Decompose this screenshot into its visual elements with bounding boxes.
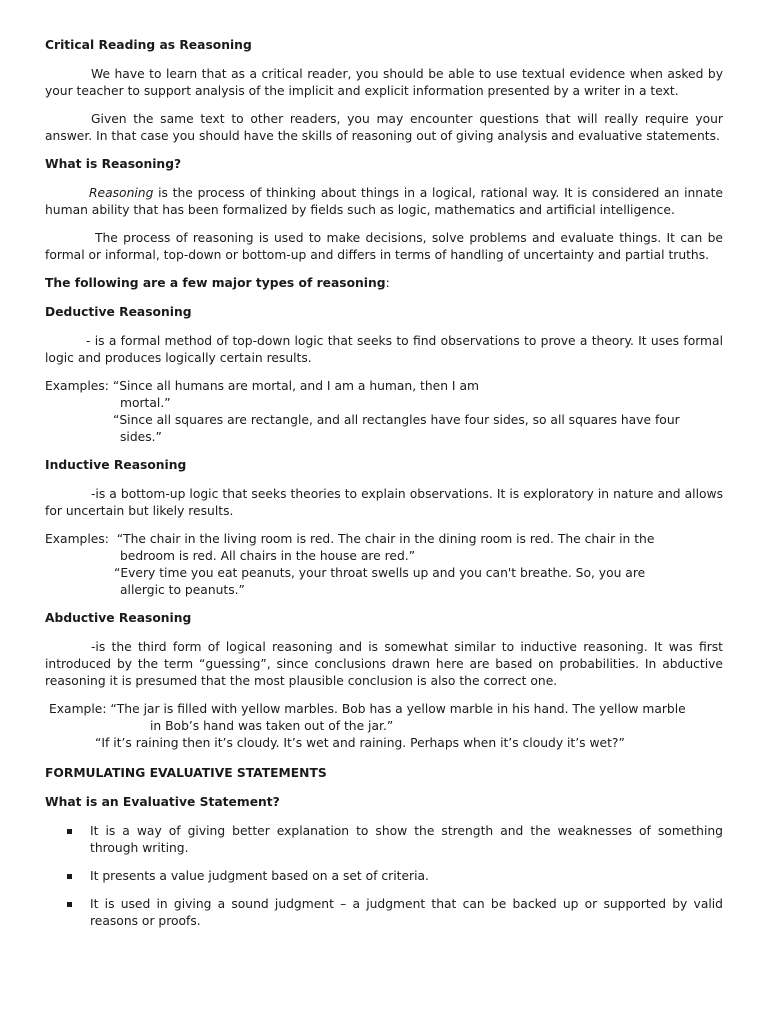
intro-paragraph-1: We have to learn that as a critical reader, you should be able to use textual evidence when asked by your teacher to support analysis of the implicit and explicit information presented by a writer in a text. bbox=[45, 67, 723, 98]
example-text: “Since all humans are mortal, and I am a human, then I am bbox=[112, 379, 479, 393]
deductive-example-1-line-2: mortal.” bbox=[120, 396, 171, 410]
abductive-definition: -is the third form of logical reasoning and is somewhat similar to inductive reasoning. It was first introduced by the term “guessing”, since conclusions drawn here are based on probabilities. In abductive reasoning it is presumed that the most plausible conclusion is also the correct one. bbox=[45, 640, 723, 688]
example-text: “The chair in the living room is red. The chair in the dining room is red. The chair in the bbox=[116, 532, 655, 546]
what-is-reasoning-heading: What is Reasoning? bbox=[45, 157, 182, 171]
bullet-text: It is used in giving a sound judgment – a judgment that can be backed up or supported by valid reasons or proofs. bbox=[90, 897, 723, 928]
abductive-example-2-line-1: “If it’s raining then it’s cloudy. It’s wet and raining. Perhaps when it’s cloudy it’s wet?” bbox=[95, 736, 625, 750]
deductive-example-1-line-1 bbox=[45, 378, 723, 395]
document-page bbox=[45, 37, 723, 930]
abductive-examples bbox=[45, 701, 723, 752]
abductive-example-1-line-1 bbox=[45, 701, 723, 718]
types-heading-colon: : bbox=[385, 276, 390, 290]
square-bullet-icon bbox=[67, 829, 72, 834]
square-bullet-icon bbox=[67, 874, 72, 879]
inductive-definition: -is a bottom-up logic that seeks theories to explain observations. It is exploratory in nature and allows for uncertain but likely results. bbox=[45, 487, 723, 518]
example-label: Example: bbox=[49, 702, 107, 716]
inductive-example-2-line-2: allergic to peanuts.” bbox=[120, 583, 245, 597]
evaluative-bullet-list bbox=[45, 823, 723, 930]
deductive-heading: Deductive Reasoning bbox=[45, 305, 192, 319]
example-text: “The jar is filled with yellow marbles. Bob has a yellow marble in his hand. The yellow marble bbox=[110, 702, 686, 716]
evaluative-statement-heading: What is an Evaluative Statement? bbox=[45, 795, 280, 809]
reasoning-definition-text: is the process of thinking about things in a logical, rational way. It is considered an innate human ability that has been formalized by fields such as logic, mathematics and artificial intelligence. bbox=[45, 186, 723, 217]
deductive-example-2-line-2: sides.” bbox=[120, 430, 162, 444]
intro-paragraph-2: Given the same text to other readers, you may encounter questions that will really require your answer. In that case you should have the skills of reasoning out of giving analysis and evaluative statements. bbox=[45, 112, 723, 143]
reasoning-term: Reasoning bbox=[89, 186, 154, 200]
inductive-heading: Inductive Reasoning bbox=[45, 458, 187, 472]
bullet-item bbox=[45, 896, 723, 930]
bullet-item bbox=[45, 868, 723, 885]
formulating-heading: FORMULATING EVALUATIVE STATEMENTS bbox=[45, 766, 327, 780]
deductive-definition: - is a formal method of top-down logic that seeks to find observations to prove a theory. It uses formal logic and produces logically certain results. bbox=[45, 334, 723, 365]
deductive-example-2-line-1: “Since all squares are rectangle, and all rectangles have four sides, so all squares have four bbox=[113, 413, 680, 427]
types-heading-text: The following are a few major types of reasoning bbox=[45, 276, 386, 290]
abductive-heading: Abductive Reasoning bbox=[45, 611, 192, 625]
examples-label: Examples: bbox=[45, 532, 109, 546]
inductive-example-1-line-1 bbox=[45, 531, 723, 548]
reasoning-definition-paragraph bbox=[45, 185, 723, 219]
reasoning-process-paragraph: The process of reasoning is used to make decisions, solve problems and evaluate things. It can be formal or informal, top-down or bottom-up and differs in terms of handling of uncertainty and partial truths. bbox=[45, 231, 723, 262]
bullet-text: It presents a value judgment based on a set of criteria. bbox=[90, 869, 429, 883]
examples-label: Examples: bbox=[45, 379, 109, 393]
inductive-examples bbox=[45, 531, 723, 599]
types-heading bbox=[45, 275, 723, 292]
inductive-example-2-line-1: “Every time you eat peanuts, your throat swells up and you can't breathe. So, you are bbox=[114, 566, 646, 580]
square-bullet-icon bbox=[67, 902, 72, 907]
abductive-example-1-line-2: in Bob’s hand was taken out of the jar.” bbox=[150, 719, 394, 733]
bullet-item bbox=[45, 823, 723, 857]
inductive-example-1-line-2: bedroom is red. All chairs in the house are red.” bbox=[120, 549, 416, 563]
deductive-examples bbox=[45, 378, 723, 446]
bullet-text: It is a way of giving better explanation to show the strength and the weaknesses of something through writing. bbox=[90, 824, 723, 855]
section-title: Critical Reading as Reasoning bbox=[45, 38, 252, 52]
